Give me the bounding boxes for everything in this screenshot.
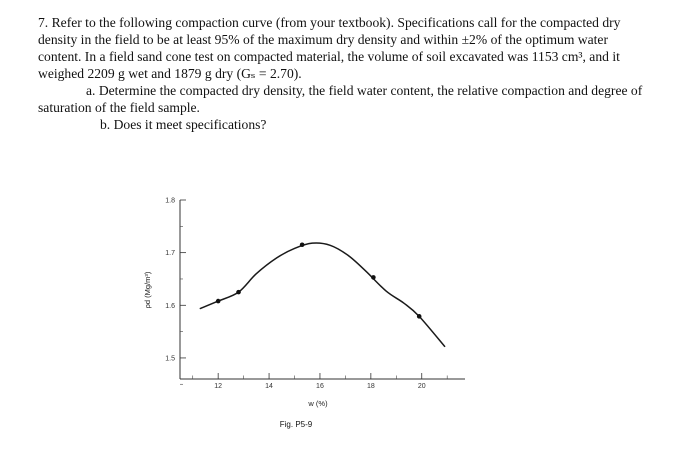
y-tick-label: 1.5 (165, 355, 175, 363)
y-tick-label: 1.7 (165, 250, 175, 258)
y-tick-label: 1.6 (165, 302, 175, 310)
chart-axes (180, 200, 465, 379)
data-point (371, 275, 376, 280)
x-tick-label: 16 (316, 383, 324, 390)
problem-part-b: b. Does it meet specifications? (100, 117, 267, 132)
figure-caption: Fig. P5-9 (279, 420, 313, 429)
chart-points-layer (216, 242, 422, 318)
x-tick-label: 18 (366, 383, 375, 390)
x-tick-label: 14 (265, 383, 273, 390)
data-point (300, 242, 305, 247)
compaction-chart (130, 180, 480, 450)
problem-intro: 7. Refer to the following compaction curve (from your textbook). Specifications call for the compacted dry density in the field to be at least 95% of the maximum dry density and within ±2% of the optimum water content. In a field sand cone test on compacted material, the volume of soil excavated was 1153 cm³, and it weighed 2209 g wet and 1879 g dry (Gₛ = 2.70). (38, 15, 621, 81)
data-point (236, 290, 241, 295)
compaction-curve-figure (130, 180, 480, 450)
x-tick-label: 20 (417, 383, 426, 390)
data-point (417, 314, 422, 319)
compaction-curve (200, 243, 444, 346)
chart-curve-layer (200, 243, 444, 346)
chart-ticks (165, 198, 447, 391)
x-axis-label: w (%) (308, 399, 328, 408)
data-point (216, 299, 221, 304)
y-axis-label: ρd (Mg/m³) (143, 271, 152, 309)
problem-part-a: a. Determine the compacted dry density, the field water content, the relative compaction and degree of saturation of the field sample. (38, 83, 643, 115)
problem-statement (38, 14, 648, 133)
y-tick-label: 1.8 (165, 197, 175, 205)
x-tick-label: 12 (214, 383, 223, 390)
